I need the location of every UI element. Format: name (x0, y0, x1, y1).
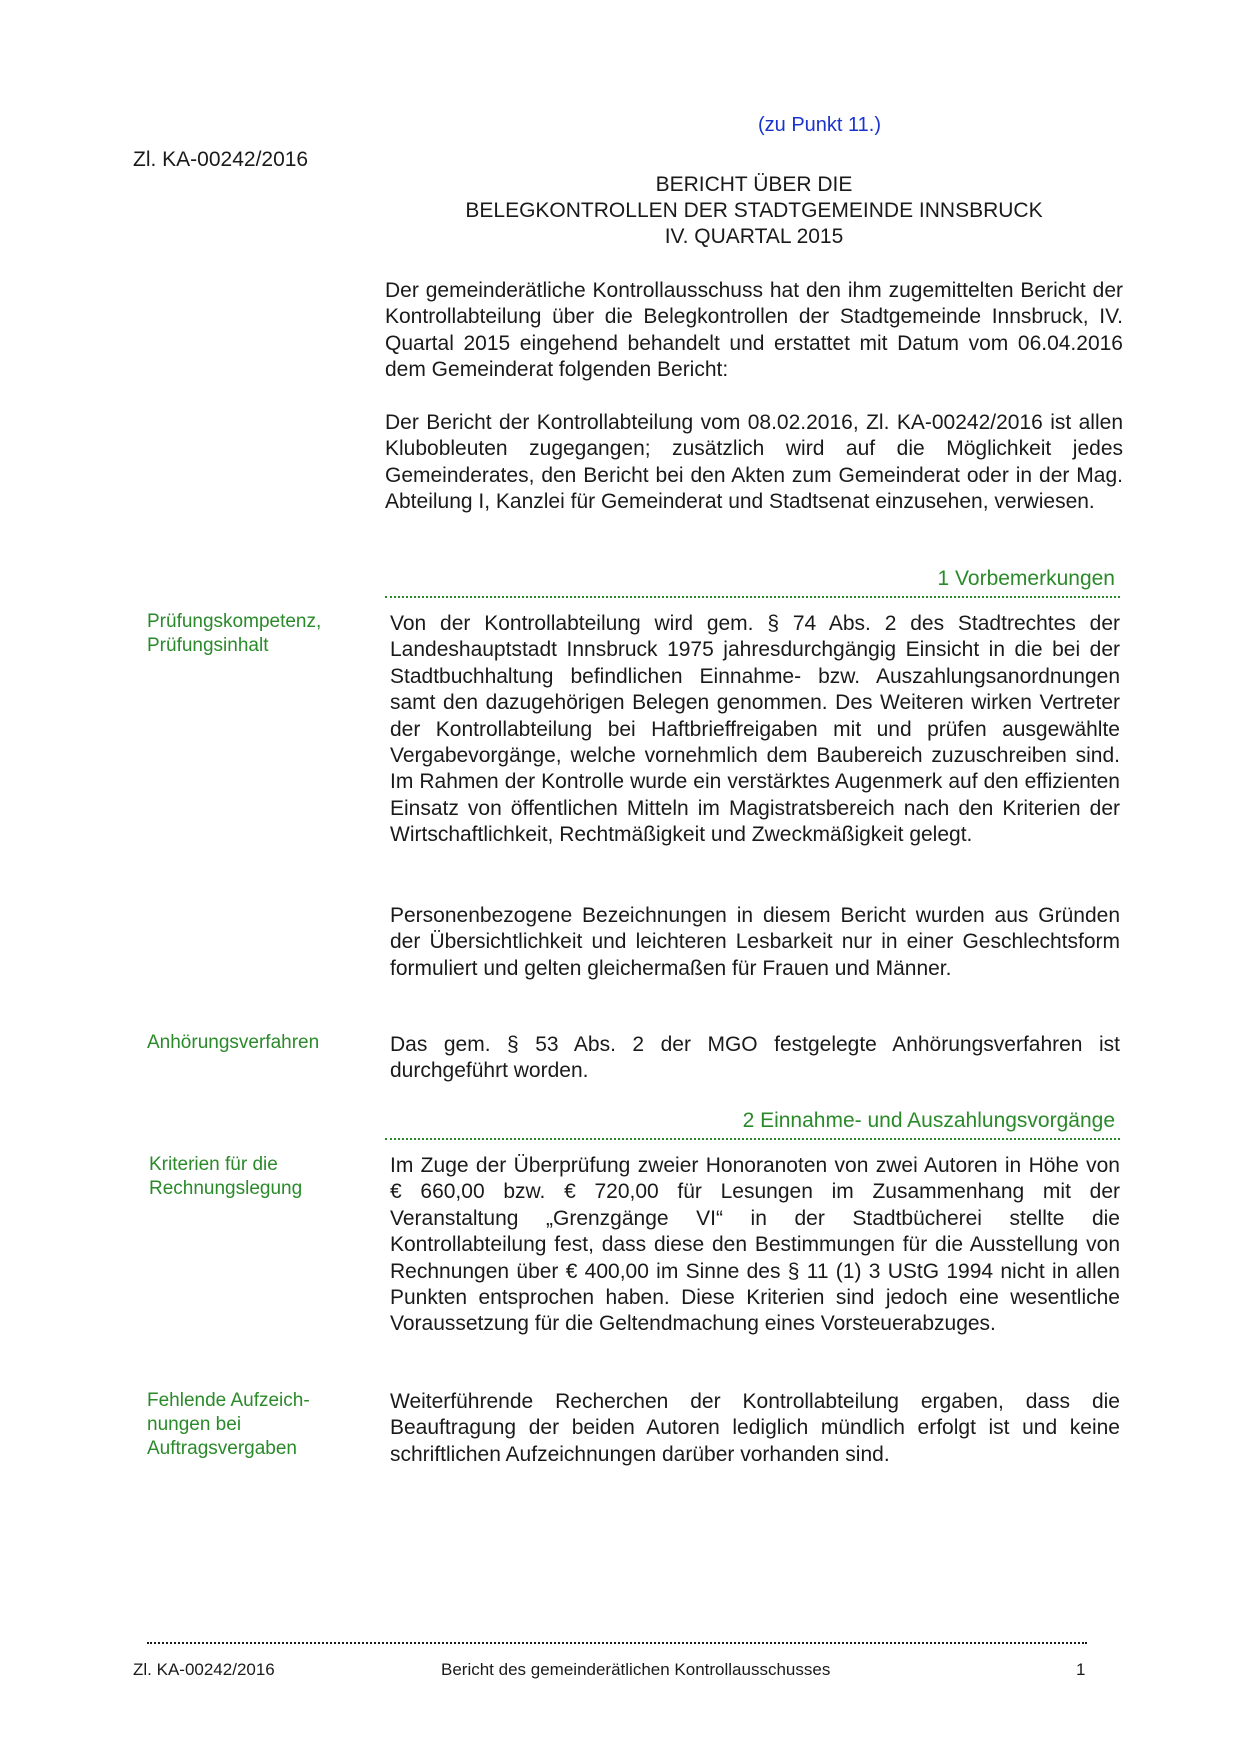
page-number: 1 (1076, 1660, 1086, 1679)
heading-divider (385, 596, 1120, 598)
intro-paragraph-1: Der gemeinderätliche Kontrollausschuss hat den ihm zugemittelten Bericht der Kontrollabteilung über die Belegkontrollen der Stadtgemeinde Innsbruck, IV. Quartal 2015 eingehend behandelt und erstattet mit Datum vom 06.04.2016 dem Gemeinderat folgenden Bericht: (385, 279, 1123, 382)
file-number: Zl. KA-00242/2016 (133, 148, 309, 171)
document-title (384, 172, 1124, 250)
margin-label-rechnungslegung: Kriterien für die Rechnungslegung (149, 1154, 303, 1199)
title-line-1: BERICHT ÜBER DIE (655, 173, 853, 196)
footer-file-number: Zl. KA-00242/2016 (133, 1660, 275, 1679)
reference-note: (zu Punkt 11.) (758, 114, 882, 136)
body-rechnungslegung: Im Zuge der Überprüfung zweier Honoranoten von zwei Autoren in Höhe von € 660,00 bzw. € 720,00 für Lesungen im Zusammenhang mit der Veranstaltung „Grenzgänge VI“ in der Stadtbücherei stellte die Kontrollabteilung fest, dass diese den Bestimmungen für die Ausstellung von Rechnungen über € 400,00 im Sinne des § 11 (1) 3 UStG 1994 nicht in allen Punkten entsprochen haben. Diese Kriterien sind jedoch eine wesentliche Voraussetzung für die Geltendmachung eines Vorsteuerabzuges. (390, 1154, 1120, 1336)
body-aufzeichnungen: Weiterführende Recherchen der Kontrollabteilung ergaben, dass die Beauftragung der beiden Autoren lediglich mündlich erfolgt ist und keine schriftlichen Aufzeichnungen darüber vorhanden sind. (390, 1390, 1120, 1466)
title-line-2: BELEGKONTROLLEN DER STADTGEMEINDE INNSBRUCK (465, 199, 1043, 222)
section-heading-vorbemerkungen: 1 Vorbemerkungen (937, 567, 1115, 590)
footer-title: Bericht des gemeinderätlichen Kontrollausschusses (441, 1660, 831, 1679)
section-heading-einnahme: 2 Einnahme- und Auszahlungsvorgänge (742, 1109, 1115, 1132)
body-pruefungskompetenz: Von der Kontrollabteilung wird gem. § 74 Abs. 2 des Stadtrechtes der Landeshauptstadt Innsbruck 1975 jahresdurchgängig Einsicht in die bei der Stadtbuchhaltung befindlichen Einnahme- bzw. Auszahlungsanordnungen samt den dazugehörigen Belegen genommen. Des Weiteren wirken Vertreter der Kontrollabteilung bei Haftbrieffreigaben mit und prüfen ausgewählte Vergabevorgänge, welche vornehmlich dem Baubereich zuzuschreiben sind. Im Rahmen der Kontrolle wurde ein verstärktes Augenmerk auf den effizienten Einsatz von öffentlichen Mitteln im Magistratsbereich nach den Kriterien der Wirtschaftlichkeit, Rechtmäßigkeit und Zweckmäßigkeit gelegt. (390, 612, 1120, 847)
body-personenbezogene: Personenbezogene Bezeichnungen in diesem Bericht wurden aus Gründen der Übersichtlichkeit und leichteren Lesbarkeit nur in einer Geschlechtsform formuliert und gelten gleichermaßen für Frauen und Männer. (390, 904, 1120, 980)
title-line-3: IV. QUARTAL 2015 (664, 225, 844, 248)
intro-paragraph-2: Der Bericht der Kontrollabteilung vom 08.02.2016, Zl. KA-00242/2016 ist allen Klubobleuten zugegangen; zusätzlich wird auf die Möglichkeit jedes Gemeinderates, den Bericht bei den Akten zum Gemeinderat oder in der Mag. Abteilung I, Kanzlei für Gemeinderat und Stadtsenat einzusehen, verwiesen. (385, 411, 1123, 514)
footer-divider (147, 1642, 1087, 1644)
margin-label-anhoerungsverfahren: Anhörungsverfahren (147, 1032, 320, 1053)
margin-label-aufzeichnungen: Fehlende Aufzeich- nungen bei Auftragsvergaben (147, 1390, 310, 1459)
margin-label-pruefungskompetenz: Prüfungskompetenz, Prüfungsinhalt (147, 611, 322, 656)
body-anhoerungsverfahren: Das gem. § 53 Abs. 2 der MGO festgelegte Anhörungsverfahren ist durchgeführt worden. (390, 1033, 1120, 1083)
heading-divider (385, 1138, 1120, 1140)
